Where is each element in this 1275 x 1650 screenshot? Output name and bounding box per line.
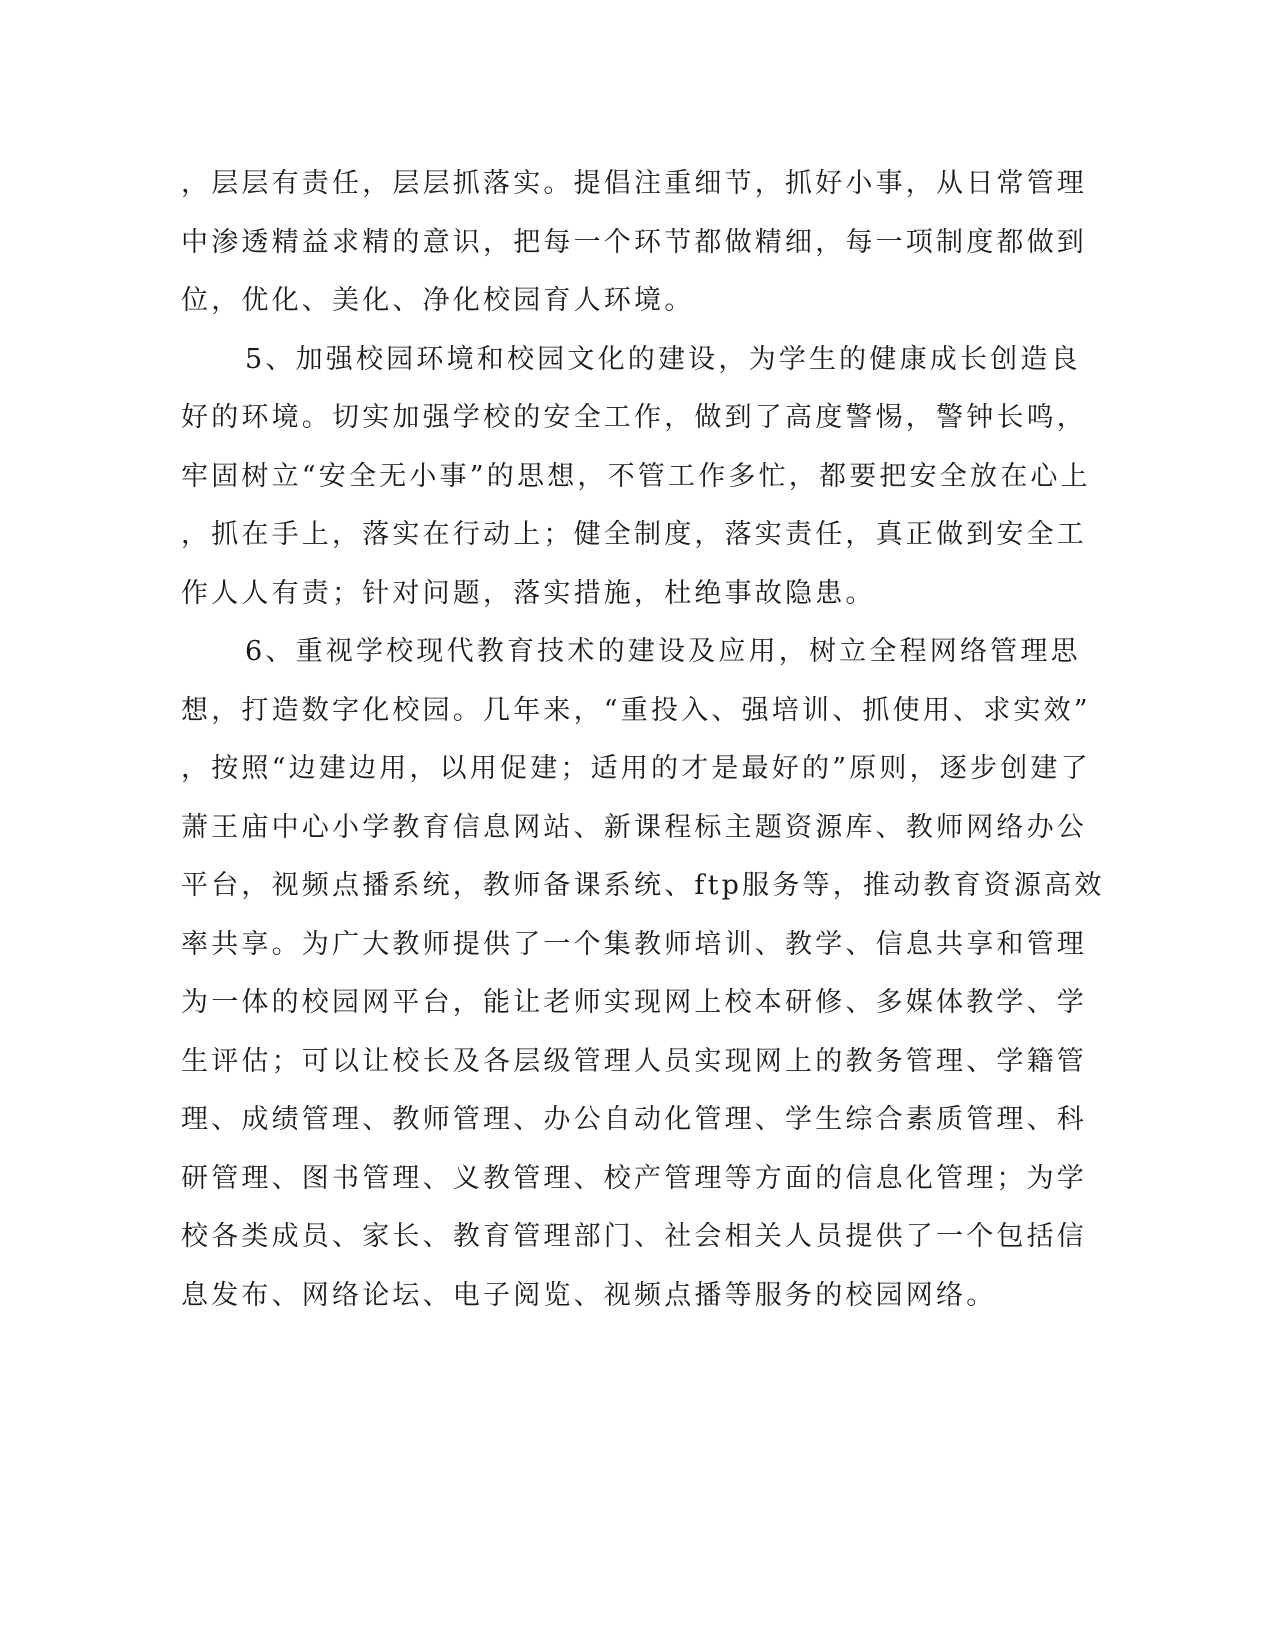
paragraph-start-line: 6、重视学校现代教育技术的建设及应用，树立全程网络管理思 [245, 636, 1081, 667]
text-line: 牢固树立“安全无小事”的思想，不管工作多忙，都要把安全放在心上 [181, 460, 1091, 492]
paragraph-start-line: 5、加强校园环境和校园文化的建设，为学生的健康成长创造良 [245, 343, 1081, 375]
text-line: 萧王庙中心小学教育信息网站、新课程标主题资源库、教师网络办公 [181, 811, 1087, 843]
text-line: 中渗透精益求精的意识，把每一个环节都做精细，每一项制度都做到 [181, 226, 1087, 258]
text-line: 校各类成员、家长、教育管理部门、社会相关人员提供了一个包括信 [181, 1221, 1087, 1252]
text-line: 研管理、图书管理、义教管理、校产管理等方面的信息化管理；为学 [181, 1162, 1087, 1194]
text-line: ，抓在手上，落实在行动上；健全制度，落实责任，真正做到安全工 [181, 519, 1087, 550]
text-line: 平台，视频点播系统，教师备课系统、ftp服务等，推动教育资源高效 [181, 870, 1105, 901]
text-line: 好的环境。切实加强学校的安全工作，做到了高度警惕，警钟长鸣， [181, 402, 1087, 433]
text-line: ，层层有责任，层层抓落实。提倡注重细节，抓好小事，从日常管理 [181, 168, 1087, 199]
body-text [181, 155, 1105, 1325]
text-line: 作人人有责；针对问题，落实措施，杜绝事故隐患。 [181, 577, 876, 609]
text-line: 想，打造数字化校园。几年来，“重投入、强培训、抓使用、求实效” [181, 694, 1091, 726]
text-line: ，按照“边建边用，以用促建；适用的才是最好的”原则，逐步创建了 [181, 753, 1091, 784]
text-line: 位，优化、美化、净化校园育人环境。 [181, 285, 695, 316]
text-line: 生评估；可以让校长及各层级管理人员实现网上的教务管理、学籍管 [181, 1045, 1087, 1077]
text-line: 理、成绩管理、教师管理、办公自动化管理、学生综合素质管理、科 [181, 1104, 1087, 1135]
text-line: 率共享。为广大教师提供了一个集教师培训、教学、信息共享和管理 [181, 928, 1087, 960]
text-line: 为一体的校园网平台，能让老师实现网上校本研修、多媒体教学、学 [181, 987, 1087, 1018]
text-line: 息发布、网络论坛、电子阅览、视频点播等服务的校园网络。 [181, 1279, 997, 1311]
